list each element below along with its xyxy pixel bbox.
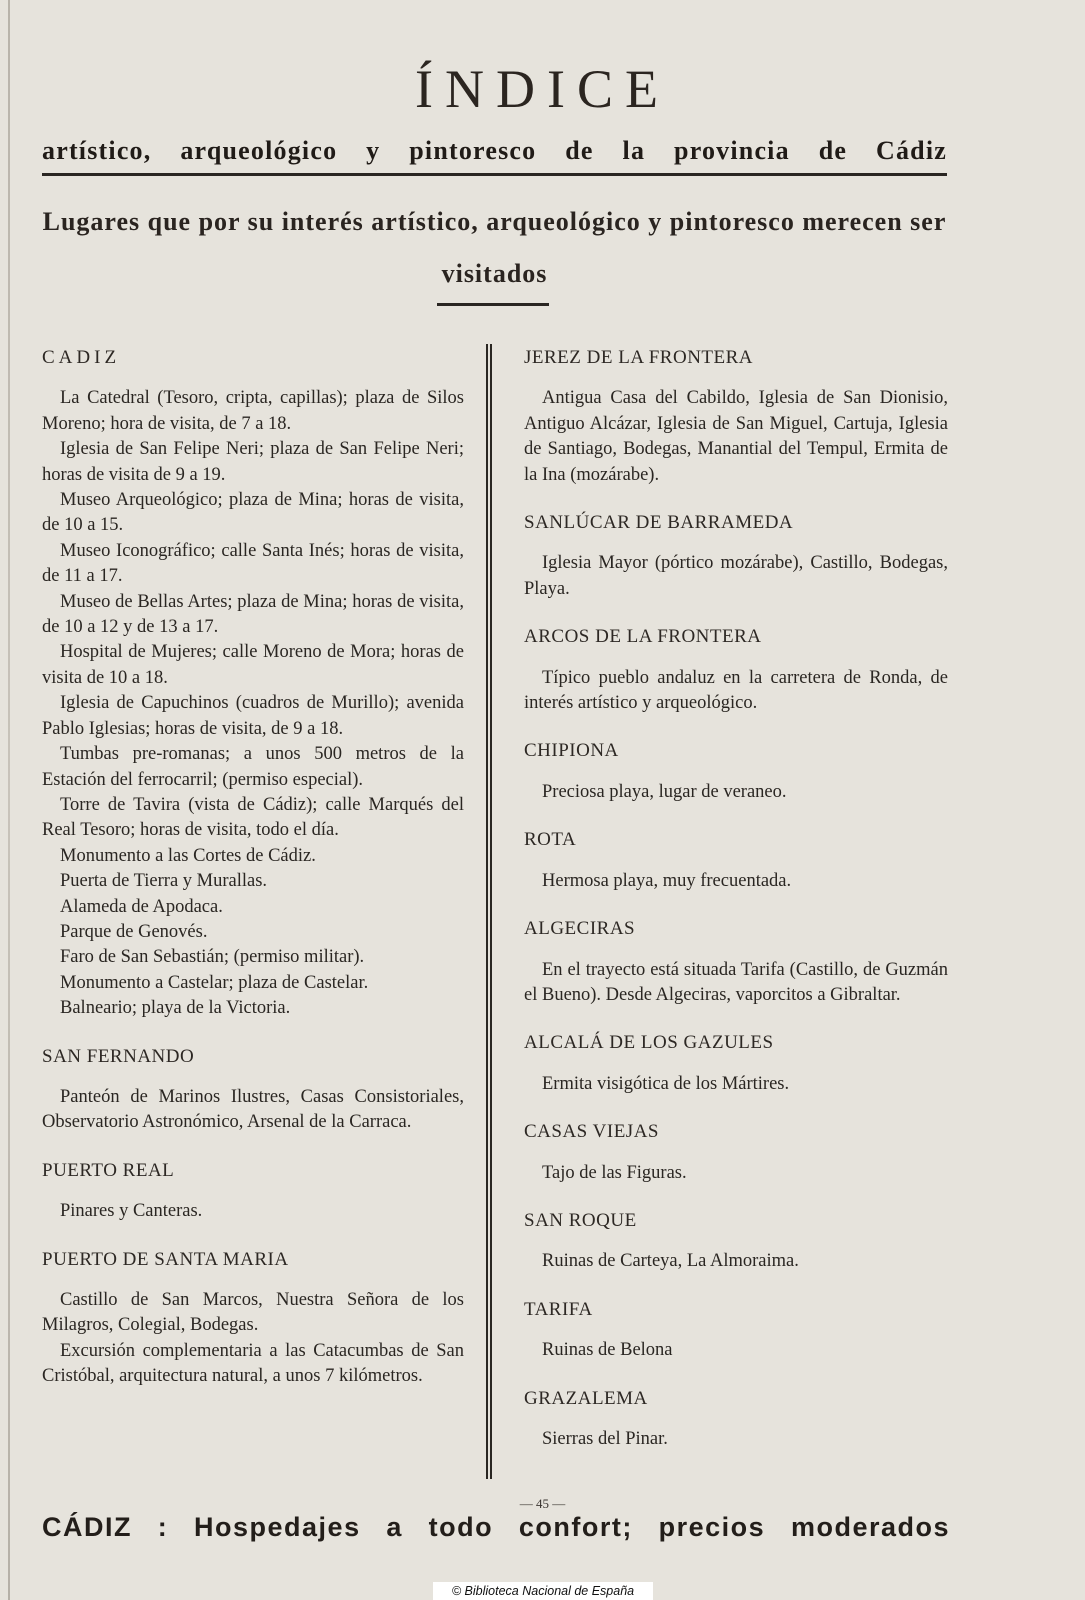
place-entry: Antigua Casa del Cabildo, Iglesia de San Dionisio, Antiguo Alcázar, Iglesia de San Miguel, Cartuja, Iglesia de Santiago, Bodegas, Manantial del Tempul, Ermita de la Ina (mozárabe). xyxy=(524,388,948,485)
place-entry: Torre de Tavira (vista de Cádiz); calle Marqués del Real Tesoro; horas de visita, todo el día. xyxy=(42,794,464,841)
page-edge xyxy=(8,0,10,1600)
place-entry: Castillo de San Marcos, Nuestra Señora de los Milagros, Colegial, Bodegas. xyxy=(42,1290,464,1336)
place-section xyxy=(524,916,948,1008)
place-heading: SAN FERNANDO xyxy=(42,1045,195,1067)
place-section xyxy=(524,1208,948,1275)
place-entry: Alameda de Apodaca. xyxy=(60,896,223,917)
place-heading: TARIFA xyxy=(524,1298,593,1320)
place-section xyxy=(42,1158,464,1225)
place-section xyxy=(524,738,948,805)
place-entry: Panteón de Marinos Ilustres, Casas Consistoriales, Observatorio Astronómico, Arsenal de la Carraca. xyxy=(42,1086,464,1133)
column-divider xyxy=(486,344,492,1479)
right-column xyxy=(524,345,948,1474)
place-entry: Típico pueblo andaluz en la carretera de Ronda, de interés artístico y arqueológico. xyxy=(524,667,948,714)
place-entry: Iglesia de Capuchinos (cuadros de Murillo); avenida Pablo Iglesias; horas de visita, de 9 a 18. xyxy=(42,693,464,739)
place-entry: Museo Iconográfico; calle Santa Inés; horas de visita, de 11 a 17. xyxy=(42,540,464,587)
place-entry: Museo Arqueológico; plaza de Mina; horas de visita, de 10 a 15. xyxy=(42,490,464,536)
place-section xyxy=(524,510,948,602)
left-column xyxy=(42,345,464,1412)
place-heading: CHIPIONA xyxy=(524,740,619,762)
place-section xyxy=(524,1386,948,1453)
place-entry: Hospital de Mujeres; calle Moreno de Mora; horas de visita de 10 a 18. xyxy=(42,642,464,688)
place-heading: ROTA xyxy=(524,829,577,851)
place-heading: CADIZ xyxy=(42,347,121,368)
place-entry: Iglesia Mayor (pórtico mozárabe), Castillo, Bodegas, Playa. xyxy=(524,553,948,599)
place-entry: Tumbas pre-romanas; a unos 500 metros de la Estación del ferrocarril; (permiso especial). xyxy=(42,744,464,790)
place-heading: ALGECIRAS xyxy=(524,918,636,940)
place-section xyxy=(42,345,464,1022)
footer-advert: CÁDIZ : Hospedajes a todo confort; precios moderados xyxy=(42,1512,950,1542)
place-entry: Museo de Bellas Artes; plaza de Mina; horas de visita, de 10 a 12 y de 13 a 17. xyxy=(42,591,464,638)
lead-text: Lugares que por su interés artístico, arqueológico y pintoresco merecen ser visitados xyxy=(42,207,947,288)
place-entry: Ermita visigótica de los Mártires. xyxy=(542,1073,790,1094)
place-entry: Ruinas de Belona xyxy=(542,1340,673,1361)
place-entry: Faro de San Sebastián; (permiso militar). xyxy=(60,947,365,968)
place-entry: En el trayecto está situada Tarifa (Castillo, de Guzmán el Bueno). Desde Algeciras, vaporcitos a Gibraltar. xyxy=(524,959,948,1005)
place-entry: Sierras del Pinar. xyxy=(542,1428,668,1449)
lead-rule xyxy=(437,303,549,306)
place-entry: Parque de Genovés. xyxy=(60,921,208,942)
place-heading: GRAZALEMA xyxy=(524,1387,648,1409)
place-section xyxy=(42,1044,464,1136)
place-section xyxy=(524,624,948,716)
credit-watermark: © Biblioteca Nacional de España xyxy=(433,1582,653,1600)
place-heading: PUERTO REAL xyxy=(42,1159,175,1181)
place-section xyxy=(524,1297,948,1364)
page-subtitle: artístico, arqueológico y pintoresco de la provincia de Cádiz xyxy=(42,136,947,165)
place-entry: Monumento a Castelar; plaza de Castelar. xyxy=(60,972,369,993)
place-section xyxy=(42,1247,464,1390)
place-heading: CASAS VIEJAS xyxy=(524,1121,659,1143)
place-heading: ALCALÁ DE LOS GAZULES xyxy=(524,1032,774,1054)
place-entry: Ruinas de Carteya, La Almoraima. xyxy=(542,1251,799,1272)
place-entry: Excursión complementaria a las Catacumbas de San Cristóbal, arquitectura natural, a unos 7 kilómetros. xyxy=(42,1340,464,1387)
place-heading: PUERTO DE SANTA MARIA xyxy=(42,1248,289,1270)
place-entry: Hermosa playa, muy frecuentada. xyxy=(542,870,792,891)
place-section xyxy=(524,1030,948,1097)
title-rule xyxy=(42,173,947,176)
place-section xyxy=(524,345,948,488)
place-heading: ARCOS DE LA FRONTERA xyxy=(524,626,762,648)
place-entry: Balneario; playa de la Victoria. xyxy=(60,998,291,1019)
place-heading: SAN ROQUE xyxy=(524,1209,637,1231)
page-title: ÍNDICE xyxy=(415,59,670,119)
place-entry: Puerta de Tierra y Murallas. xyxy=(60,871,268,892)
place-entry: Iglesia de San Felipe Neri; plaza de San Felipe Neri; horas de visita de 9 a 19. xyxy=(42,439,464,485)
place-entry: Tajo de las Figuras. xyxy=(542,1162,687,1183)
place-entry: Pinares y Canteras. xyxy=(60,1201,203,1222)
place-section xyxy=(524,1119,948,1186)
place-entry: Preciosa playa, lugar de veraneo. xyxy=(542,781,787,802)
page-number: — 45 — xyxy=(519,1496,566,1511)
place-section xyxy=(524,827,948,894)
place-heading: SANLÚCAR DE BARRAMEDA xyxy=(524,512,794,534)
place-heading: JEREZ DE LA FRONTERA xyxy=(524,347,754,368)
place-entry: Monumento a las Cortes de Cádiz. xyxy=(60,845,316,866)
place-entry: La Catedral (Tesoro, cripta, capillas); plaza de Silos Moreno; hora de visita, de 7 a 18. xyxy=(42,388,464,434)
